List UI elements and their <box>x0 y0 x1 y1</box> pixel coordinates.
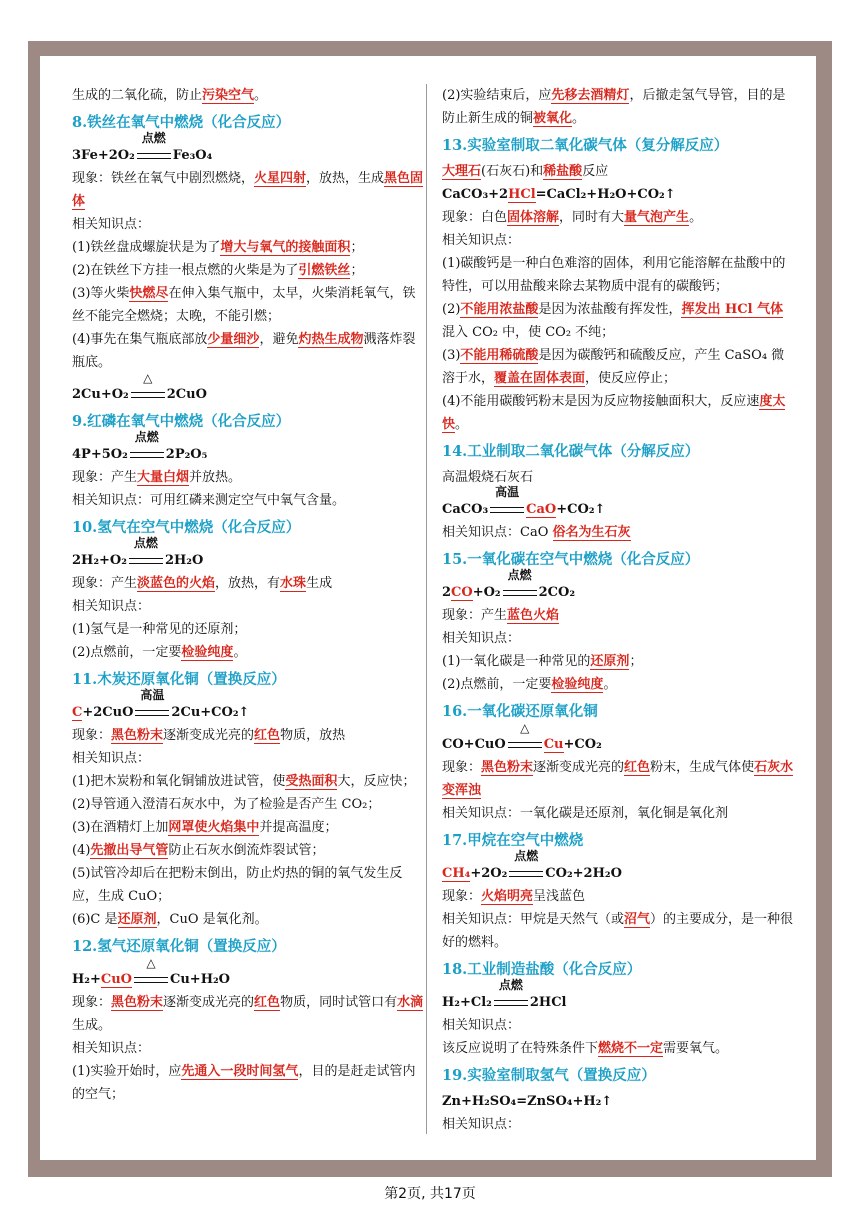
s12-phenomenon: 现象：黑色粉末逐渐变成光亮的红色物质，同时试管口有水滴生成。 <box>72 995 424 1033</box>
s10-k2: (2)点燃前，一定要检验纯度。 <box>72 645 247 660</box>
s15-related-label: 相关知识点： <box>442 631 521 646</box>
s8-phenomenon: 现象：铁丝在氧气中剧烈燃烧，火星四射，放热，生成黑色固体 <box>72 171 424 209</box>
s8-k1: (1)铁丝盘成螺旋状是为了增大与氧气的接触面积； <box>72 240 364 255</box>
s13-k1: (1)碳酸钙是一种白色难溶的固体，利用它能溶解在盐酸中的特性，可以用盐酸来除去某物质中混有的碳酸钙； <box>442 256 786 294</box>
s12-k1: (1)实验开始时，应先通入一段时间氢气，目的是赶走试管内的空气； <box>72 1064 416 1102</box>
section-10-title: 10.氢气在空气中燃烧（化合反应） <box>72 519 301 536</box>
s9-equation: 4P+5O₂ 点燃 2P₂O₅ <box>72 430 208 462</box>
s11-phenomenon: 现象：黑色粉末逐渐变成光亮的红色物质，放热 <box>72 728 346 743</box>
s17-related: 相关知识点：甲烷是天然气（或沼气）的主要成分，是一种很好的燃料。 <box>442 912 794 950</box>
s15-k2: (2)点燃前，一定要检验纯度。 <box>442 677 617 692</box>
s13-equation: CaCO₃+2HCl=CaCl₂+H₂O+CO₂↑ <box>442 187 676 202</box>
s11-k1: (1)把木炭粉和氧化铜铺放进试管，使受热面积大，反应快； <box>72 774 416 789</box>
s17-phenomenon: 现象：火焰明亮呈浅蓝色 <box>442 889 586 904</box>
s11-related-label: 相关知识点： <box>72 751 151 766</box>
s9-phenomenon: 现象：产生大量白烟并放热。 <box>72 470 242 485</box>
s19-equation: Zn+H₂SO₄=ZnSO₄+H₂↑ <box>442 1094 613 1109</box>
s18-k1: 该反应说明了在特殊条件下燃烧不一定需要氧气。 <box>442 1041 729 1056</box>
s12-equation: H₂+CuO △ Cu+H₂O <box>72 956 230 987</box>
column-divider <box>426 84 427 1134</box>
s10-k1: (1)氢气是一种常见的还原剂； <box>72 622 247 637</box>
s9-related: 相关知识点：可用红磷来测定空气中氧气含量。 <box>72 493 346 508</box>
s17-equation: CH₄+2O₂ 点燃 CO₂+2H₂O <box>442 849 622 881</box>
s14-line: 高温煅烧石灰石 <box>442 470 534 485</box>
s13-related-label: 相关知识点： <box>442 233 521 248</box>
s15-k1: (1)一氧化碳是一种常见的还原剂； <box>442 654 643 669</box>
section-9-title: 9.红磷在氧气中燃烧（化合反应） <box>72 413 291 430</box>
s10-phenomenon: 现象：产生淡蓝色的火焰，放热，有水珠生成 <box>72 576 333 591</box>
s16-equation: CO+CuO △ Cu+CO₂ <box>442 721 602 752</box>
s14-related: 相关知识点：CaO 俗名为生石灰 <box>442 525 631 540</box>
s16-related: 相关知识点：一氧化碳是还原剂，氧化铜是氧化剂 <box>442 806 729 821</box>
s11-k3: (3)在酒精灯上加网罩使火焰集中并提高温度； <box>72 820 338 835</box>
s13-phenomenon: 现象：白色固体溶解，同时有大量气泡产生。 <box>442 210 703 225</box>
s8-k3: (3)等火柴快燃尽在伸入集气瓶中，太早，火柴消耗氧气，铁丝不能完全燃烧；太晚，不能引燃； <box>72 286 416 324</box>
s8-k4: (4)事先在集气瓶底部放少量细沙，避免灼热生成物溅落炸裂瓶底。 <box>72 332 416 370</box>
s15-phenomenon: 现象：产生蓝色火焰 <box>442 608 560 623</box>
section-17-title: 17.甲烷在空气中燃烧 <box>442 832 584 849</box>
s15-equation: 2CO+O₂ 点燃 2CO₂ <box>442 568 576 600</box>
s8-related-label: 相关知识点： <box>72 217 151 232</box>
section-14-title: 14.工业制取二氧化碳气体（分解反应） <box>442 443 700 460</box>
section-16-title: 16.一氧化碳还原氧化铜 <box>442 703 598 720</box>
s10-related-label: 相关知识点： <box>72 599 151 614</box>
s13-reagents: 大理石(石灰石)和稀盐酸反应 <box>442 164 609 179</box>
s11-equation: C+2CuO 高温 2Cu+CO₂↑ <box>72 688 250 720</box>
section-11-title: 11.木炭还原氧化铜（置换反应） <box>72 671 286 688</box>
s18-related-label: 相关知识点： <box>442 1018 521 1033</box>
s13-k3: (3)不能用稀硫酸是因为碳酸钙和硫酸反应，产生 CaSO₄ 微溶于水，覆盖在固体表面，使反应停止； <box>442 348 785 386</box>
s11-k6: (6)C 是还原剂，CuO 是氧化剂。 <box>72 912 268 927</box>
s11-k2: (2)导管通入澄清石灰水中，为了检验是否产生 CO₂； <box>72 797 381 812</box>
s11-k4: (4)先撤出导气管防止石灰水倒流炸裂试管； <box>72 843 325 858</box>
section-19-title: 19.实验室制取氢气（置换反应） <box>442 1067 656 1084</box>
s8-k2: (2)在铁丝下方挂一根点燃的火柴是为了引燃铁丝； <box>72 263 364 278</box>
s14-equation: CaCO₃ 高温 CaO+CO₂↑ <box>442 485 606 517</box>
section-12-title: 12.氢气还原氧化铜（置换反应） <box>72 938 286 955</box>
s11-k5: (5)试管冷却后在把粉末倒出，防止灼热的铜的氧气发生反应，生成 CuO； <box>72 866 403 904</box>
s10-equation: 2H₂+O₂ 点燃 2H₂O <box>72 536 204 568</box>
section-8-title: 8.铁丝在氧气中燃烧（化合反应） <box>72 114 291 131</box>
s13-k4: (4)不能用碳酸钙粉末是因为反应物接触面积大，反应速度太快。 <box>442 394 786 432</box>
right-column <box>442 84 794 1136</box>
s19-related-label: 相关知识点： <box>442 1117 521 1132</box>
document-page <box>40 56 816 1160</box>
s13-k2: (2)不能用浓盐酸是因为浓盐酸有挥发性，挥发出 HCl 气体混入 CO₂ 中，使 CO₂ 不纯； <box>442 302 784 340</box>
left-column <box>72 84 424 1106</box>
s12-k2: (2)实验结束后，应先移去酒精灯，后撤走氢气导管，目的是防止新生成的铜被氧化。 <box>442 88 786 126</box>
s8-equation: 3Fe+2O₂ 点燃 Fe₃O₄ <box>72 131 213 163</box>
s18-equation: H₂+Cl₂ 点燃 2HCl <box>442 978 567 1010</box>
section-15-title: 15.一氧化碳在空气中燃烧（化合反应） <box>442 551 700 568</box>
s12-related-label: 相关知识点： <box>72 1041 151 1056</box>
s8-cu-equation: 2Cu+O₂ △ 2CuO <box>72 371 207 402</box>
s7-tail: 生成的二氧化硫，防止污染空气。 <box>72 88 268 103</box>
s16-phenomenon: 现象：黑色粉末逐渐变成光亮的红色粉末，生成气体使石灰水变浑浊 <box>442 760 794 798</box>
page-number: 第2页, 共17页 <box>384 1186 476 1202</box>
section-18-title: 18.工业制造盐酸（化合反应） <box>442 961 642 978</box>
section-13-title: 13.实验室制取二氧化碳气体（复分解反应） <box>442 137 729 154</box>
